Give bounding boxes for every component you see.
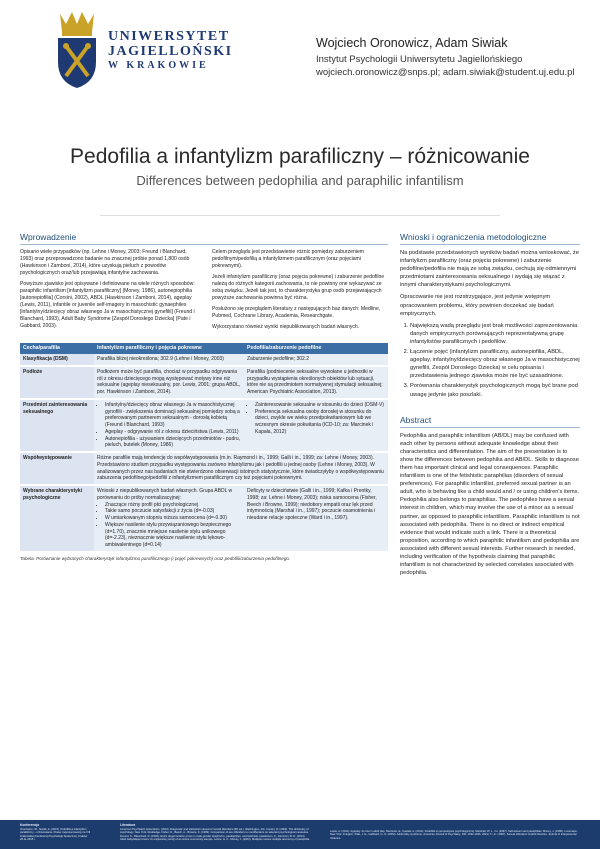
intro-paragraph: Wykorzystano również wyniki niepublikowanych badań własnych.	[212, 324, 360, 331]
list-item: • Preferencja seksualna osoby dorosłej w stosunku do dzieci, zwykle we wieku przedpokwitaniowym lub we wczesnym okresie pokwitania (ICD-10; za: Marcinek i Kapała, 2012)	[255, 409, 385, 436]
list-item: 2. Łączenie pojęć (infantylizm parafiliczny, autonepiofilia, ABDL, ageplay, infantylny/dziecięcy obraz własnego Ja w masochistycznej gynefilii, Zespół Dorosłego Dziecka) w celu opisania i przedstawienia jednego zjawiska może nie być uzasadnione.	[410, 348, 580, 380]
footer-conference-text: Oronowicz, W., Siwiak, A. (2015). Pedofilia a infantylizm parafiliczny – różnicowanie. Poster zaprezentowany na VIII Krakowskiej Konferencji Psychologii Społecznej, Kraków	[20, 828, 91, 838]
right-column	[400, 232, 580, 577]
table-row	[20, 399, 388, 452]
intro-paragraph: Jeżeli infantylizm parafiliczny (oraz pojęcia pokrewne) i zaburzenie pedofilne należą do różnych kategorii zachowania, to nie powinny one wykazywać ze sobą związku. Jeżeli tak jest, to charakterystyka grup osób przejawiających powyższe zachowania powinna być różna.	[212, 274, 385, 302]
table-cell	[94, 399, 244, 452]
table-cell	[94, 485, 244, 552]
intro-paragraph: Posłużono się przeglądem literatury z następujących baz danych: Medline, Pubmed, Cochrane Library, Academia, Researchgate.	[212, 306, 381, 320]
row-label: Przedmiot zainteresowania seksualnego	[20, 399, 94, 452]
list-item: 1. Największą wadą przeglądu jest brak możliwości zaprezentowania danych empirycznych porównujących reprezentatywną grupę infantylistów parafilicznych i pedofilów.	[410, 322, 580, 346]
table-cell: Podłożem może być parafilia, chociaż w przypadku odgrywania ról z okresu dziecięcego mogą występować motywy inne niż seksualne (ageplay nieseksualny, por. Lewis, 2001; grupa ABDL, por. Hawkinson i Zamboni, 2014).	[94, 366, 244, 399]
footer-conference	[20, 823, 100, 842]
conclusions-paragraph: Na podstawie przedstawionych wyników badań można wnioskować, że infantylizm parafiliczny (oraz pojęcia pokrewne) i zaburzenie pedofilne/pedofilia nie mają ze sobą związku, cechują się odmiennymi przedmiotami zainteresowania seksualnego i wydają się wiązać z innymi charakterystykami psychologicznymi.	[400, 250, 579, 289]
university-name-line3: W KRAKOWIE	[108, 60, 209, 72]
poster-header	[0, 0, 600, 112]
table-cell: Parafilia (podniecenie seksualne wywołane u jednostki w przypadku wystąpienia określonych obiektów lub sytuacji, które nie są przedmiotem normatywnej stymulacji seksualnej; American Psychiatric Association, 2013).	[244, 366, 388, 399]
intro-col-2	[212, 249, 388, 335]
list-item: • W umiarkowanym stopniu niższa samoocena (d=-0.30)	[105, 515, 241, 522]
table-cell: Zaburzenie pedofilne; 302.2	[244, 354, 388, 366]
table-header: Pedofilia/zaburzenie pedofilne	[244, 343, 388, 354]
author-block	[316, 36, 596, 78]
list-item: • Większe nasilenie stylu przywiązaniowego bezpiecznego (d=1.70), znacznie mniejsze nasilenie stylu unikowego (d=-2.23), nieznacznie większe nasilenie stylu lękowo-ambiwalentnego (d=0.14)	[105, 522, 241, 549]
table-caption: Tabela. Porównanie wybranych charakterystyk infantylizmu parafilicznego (i pojęć pokrewnych) oraz pedofilii/zaburzenia pedofilnego.	[20, 555, 291, 561]
bullet-list	[247, 402, 385, 436]
footer-literature	[120, 823, 310, 842]
university-name-line2: JAGIELLOŃSKI	[108, 43, 233, 59]
footer-conference-date: 28.11.2015 r.	[20, 838, 36, 842]
conclusions-heading: Wnioski i ograniczenia metodologiczne	[400, 232, 580, 245]
row-label: Współwystępowanie	[20, 452, 94, 485]
conclusions-paragraph: Opracowanie nie jest rozstrzygające, jest jedynie wstępnym opracowaniem problemu, który powinien doczekać się badań empirycznych.	[400, 294, 554, 317]
limitations-list	[400, 322, 580, 399]
title-english: Differences between pedophilia and paraphilic infantilism	[136, 173, 464, 188]
poster-titles	[0, 145, 600, 188]
table-header: Cecha/parafilia	[20, 343, 94, 354]
conclusions-body	[400, 249, 580, 399]
intro-paragraph: Powyższe zjawisko jest opisywane i definiowane na wiele różnych sposobów: paraphilic infantilism [infantylizm parafiliczny] (Money, 1986), autonepiophilia [autonepiofilia] (Corsini, 2002), ABDL (Hawkinson i Zamboni, 2014), ageplay (Lewis, 2011), infantile or juvenile self-imagery in masochistic gynaephiles [infantylny/dziecięcy obraz własnego Ja w masochistycznej gynefilii] (Freund i Blanchard, 1993), Adult Baby Syndrome [Zespół Dorosłego Dziecka] (Pate i Gabbard, 2003).	[20, 281, 195, 330]
title-polish: Pedofilia a infantylizm parafiliczny – różnicowanie	[70, 145, 530, 168]
table-row	[20, 452, 388, 485]
university-crest-icon	[52, 10, 102, 90]
left-column	[20, 232, 388, 561]
list-item: • Ageplay - odgrywanie ról z okresu dzieciństwa (Lewis, 2011)	[105, 429, 241, 436]
table-row	[20, 366, 388, 399]
table-cell: Deficyty w dzieciństwie (Galli i in., 1999; Kafka i Prentky, 1998; za: Lehne i Money, 2003); niska samoocena (Fisher, Beech i Browne, 1999); niedobory empatii oraz lęk przed intymnością (Marshal i in., 1997); poczucie osamotnienia i nieudane relacje społeczne (Ward i in., 1997).	[244, 485, 388, 552]
footer-literature-continued: Lewis, A. (2011). Ageplay: Its role in adult play. Marcinek, E., Kapała, A. (2012). Pedofilia w perspektywie psychologicznej. Marshall, W. L. i in. (1997). Self-esteem and paraphilias. Money, J. (1986). Lovemaps. New York: Irvington. Pate, J. E., Gabbard, G. O. (2003). Adult baby syndrome. American Journal of Psychiatry, 160, 1932-1936. Ward, T. i in. (1997). Sexual offenders' implicit theories. Journal of Interpersonal Violence.	[330, 830, 578, 840]
table-row	[20, 485, 388, 552]
comparison-table	[20, 343, 388, 553]
university-name	[108, 30, 258, 72]
intro-col-1	[20, 249, 196, 335]
title-divider	[100, 215, 500, 216]
cell-intro: Wnioski z niepublikowanych badań własnych. Grupa ABDL w porównaniu do próby normalizacyjnej:	[97, 488, 233, 501]
university-name-line1: UNIWERSYTET	[108, 29, 230, 44]
bullet-list	[97, 402, 241, 449]
list-item: 3. Porównania charakterystyk psychologicznych mogą być brane pod uwagę jedynie jako poszlaki.	[410, 382, 580, 398]
poster-footer	[0, 820, 600, 849]
footer-conference-heading: Konferencja	[20, 823, 40, 827]
list-item: • Takie samo poczucie satysfakcji z życia (d=-0.03)	[105, 508, 241, 515]
author-institute: Instytut Psychologii Uniwersytetu Jagiellońskiego	[316, 54, 523, 65]
table-cell	[244, 399, 388, 452]
author-emails: wojciech.oronowicz@snps.pl; adam.siwiak@student.uj.edu.pl	[316, 67, 575, 78]
table-row	[20, 354, 388, 366]
bullet-list	[97, 502, 241, 549]
row-label: Wybrane charakterystyki psychologiczne	[20, 485, 94, 552]
footer-literature-heading: Literatura	[120, 823, 136, 827]
list-item: • Infantylny/dziecięcy obraz własnego Ja w masochistycznej gynofilii - zwiększenia dominacji seksualnej pomiędzy sobą a preferowanym partnerem seksualnym - dorosłą kobietą (Freund i Blanchard, 1993)	[105, 402, 241, 429]
table-cell: Parafilia bliżej nieokreślona; 302.9 (Lehne i Money, 2003)	[94, 354, 244, 366]
footer-literature-text: American Psychiatric Association. (2013). Diagnostic and statistical manual of mental disorders (5th ed.). Washington, DC. Corsini, R. (2002). The dictionary of psychology. New York: Routledge. Fisher, D., Beech, A., Browne, K. (1999). Comparison of sex offenders to nonoffenders on selected psychological measures. Freund, K., Blanchard, R. (1993). Erotic target location errors in male gender dysphorics, paedophiles, and fetishists. Hawkinson, K., Zamboni, B. D. (2014). Adult baby/diaper lovers: An exploratory study of an online community sample. Lehne, G. K., Money, J. (2003). Multiplex versus multiple taxonomy of paraphilia.	[120, 828, 310, 842]
table-header: Infantylizm parafiliczny i pojęcia pokrewne	[94, 343, 244, 354]
list-item: • Zainteresowanie seksualne w stosunku do dzieci (DSM-V)	[255, 402, 385, 409]
row-label: Podłoże	[20, 366, 94, 399]
intro-columns	[20, 249, 388, 335]
abstract-heading: Abstract	[400, 415, 580, 428]
intro-paragraph: Celem przeglądu jest przedstawienie różnic pomiędzy zaburzeniem pedofilnym/pedofilią a infantylizmem parafilicznym (oraz pojęciami pokrewnymi).	[212, 249, 365, 270]
abstract-text: Pedophilia and paraphilic infantilism (AB/DL) may be confused with each other by persons without adequate knowledge about their characteristics and differentiation. The aim of the presentation is to show the differences between pedophilia and AB/DL. Skills to diagnose them has important clinical and legal consequences. Paraphilic infantilism is one of the fetishistic paraphilias (disorders of sexual preferences). For paraphilic infantilist, preferred sexual partner is an adult, who is behaving like a child would and / or using children's items. Pedophilia also belongs to paraphilias. The pedophiles have a sexual interest in children, which may involve the use of a minor as a sexual partner, as opposed to paraphilic infantilism. Paraphilic infantilism is not associated with pedophilia. There is no direct or indirect empirical evidence that would indicate such a link. There is a theoretical proposition, according to which paraphilic infantilism and pedophilia are associated with different sexual interests. Further research is needed, including verification of the hypothesis claiming that paraphilic infantilism is not characterized by selected correlates associated with pedophilia.	[400, 432, 580, 577]
row-label: Klasyfikacja (DSM)	[20, 354, 94, 366]
intro-paragraph: Opisano wiele przypadków (np. Lehne i Money, 2003; Freund i Blanchard, 1993) oraz przeprowadzono badanie na znacznej próbie ponad 1,800 osób (Hawkinson i Zamboni, 2014), które uzyskują pieluch z powodów psychologicznych oraz/lub przejawiają infantylne zachowania.	[20, 249, 190, 277]
list-item: • Autonepiofilia - używaniem dziecięcych przedmiotów - pudru, pieluch, butelek (Money, 1986)	[105, 436, 241, 450]
intro-heading: Wprowadzenie	[20, 232, 388, 245]
author-names: Wojciech Oronowicz, Adam Siwiak	[316, 36, 508, 50]
table-cell: Różne parafilie mają tendencję do współwystępowania (m.in. Raymond i in., 1999; Galli i in., 1999; za: Lehne i Money, 2003). Przedstawiono studium przypadku występowania zarówno infantylizmu jak i pedofilii u jednej osoby (Lehne i Money, 2003). W analizowanych przez nas badaniach nie stwierdzono obserwacji istotnych statystycznie, które świadczyłyby o współwystępowaniu zaburzenia pedofilnego/pedofilii z infantylizmem parafilicznym czy też pojęciami pokrewnymi.	[94, 452, 388, 485]
list-item: • Znaczące różny profil płci psychologicznej	[105, 502, 241, 509]
spacer	[400, 401, 580, 415]
table-header-row	[20, 343, 388, 354]
